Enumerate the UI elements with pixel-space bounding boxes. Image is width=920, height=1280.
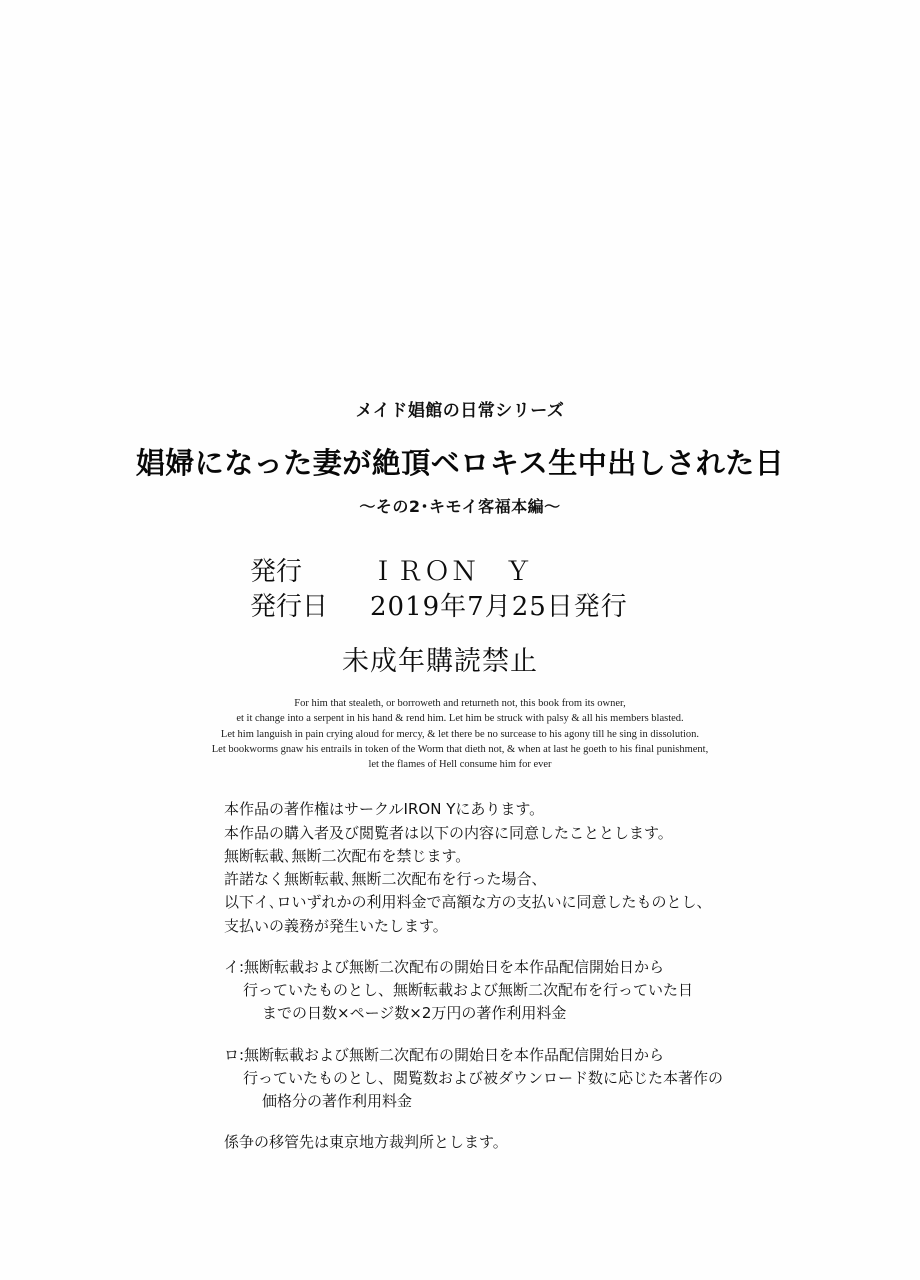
legal-jurisdiction xyxy=(224,1131,920,1154)
curse-line: Let bookworms gnaw his entrails in token of the Worm that dieth not, & when at last he goeth to his final punishment, xyxy=(211,743,709,755)
colophon-block xyxy=(0,396,920,1155)
legal-line: 許諾なく無断転載､無断二次配布を行った場合、 xyxy=(224,870,547,889)
imprint-row-date xyxy=(250,590,920,625)
series-line: メイド娼館の日常シリーズ xyxy=(355,401,565,421)
curse-line: Let him languish in pain crying aloud for mercy, & let there be no surcease to his agony till he sing in dissolution. xyxy=(220,728,700,740)
publisher-label: 発行 xyxy=(250,557,303,587)
legal-item-a xyxy=(224,956,920,1026)
legal-line: イ:無断転載および無断二次配布の開始日を本作品配信開始日から xyxy=(224,957,665,976)
legal-item-b xyxy=(224,1044,920,1114)
publish-date-value: 2019年7月25日発行 xyxy=(370,592,628,623)
legal-line: 支払いの義務が発生いたします。 xyxy=(224,916,448,935)
legal-line: 行っていたものとし、閲覧数および被ダウンロード数に応じた本著作の xyxy=(243,1068,724,1087)
legal-line: 係争の移管先は東京地方裁判所とします。 xyxy=(224,1133,508,1152)
legal-line: 無断転載､無断二次配布を禁じます。 xyxy=(224,846,471,865)
legal-line: 以下イ､ロいずれかの利用料金で高額な方の支払いに同意したものとし、 xyxy=(224,893,712,912)
curse-line: For him that stealeth, or borroweth and returneth not, this book from its owner, xyxy=(294,698,626,710)
publisher-value: ＩＲＯＮ Ｙ xyxy=(370,557,533,587)
legal-line: までの日数×ページ数×2万円の著作利用料金 xyxy=(262,1004,567,1023)
curse-text xyxy=(0,696,920,772)
imprint-row-publisher xyxy=(250,555,920,590)
legal-line: 本作品の著作権はサークルIRON Yにあります。 xyxy=(224,800,545,819)
legal-line: 行っていたものとし、無断転載および無断二次配布を行っていた日 xyxy=(243,981,694,1000)
legal-notice xyxy=(0,798,920,1154)
legal-line: ロ:無断転載および無断二次配布の開始日を本作品配信開始日から xyxy=(224,1045,665,1064)
page-title: 娼婦になった妻が絶頂ベロキス生中出しされた日 xyxy=(135,446,785,480)
publish-date-label: 発行日 xyxy=(250,592,329,623)
sub-title: 〜その2･キモイ客福本編〜 xyxy=(359,497,561,516)
imprint-block xyxy=(0,555,920,625)
legal-line: 価格分の著作利用料金 xyxy=(262,1092,413,1111)
curse-line: let the flames of Hell consume him for ever xyxy=(368,759,552,771)
age-warning: 未成年購読禁止 xyxy=(342,646,538,678)
curse-line: et it change into a serpent in his hand & rend him. Let him be struck with palsy & all his members blasted. xyxy=(236,713,684,725)
legal-paragraph-main xyxy=(224,798,920,938)
legal-line: 本作品の購入者及び閲覧者は以下の内容に同意したこととします。 xyxy=(224,823,673,842)
